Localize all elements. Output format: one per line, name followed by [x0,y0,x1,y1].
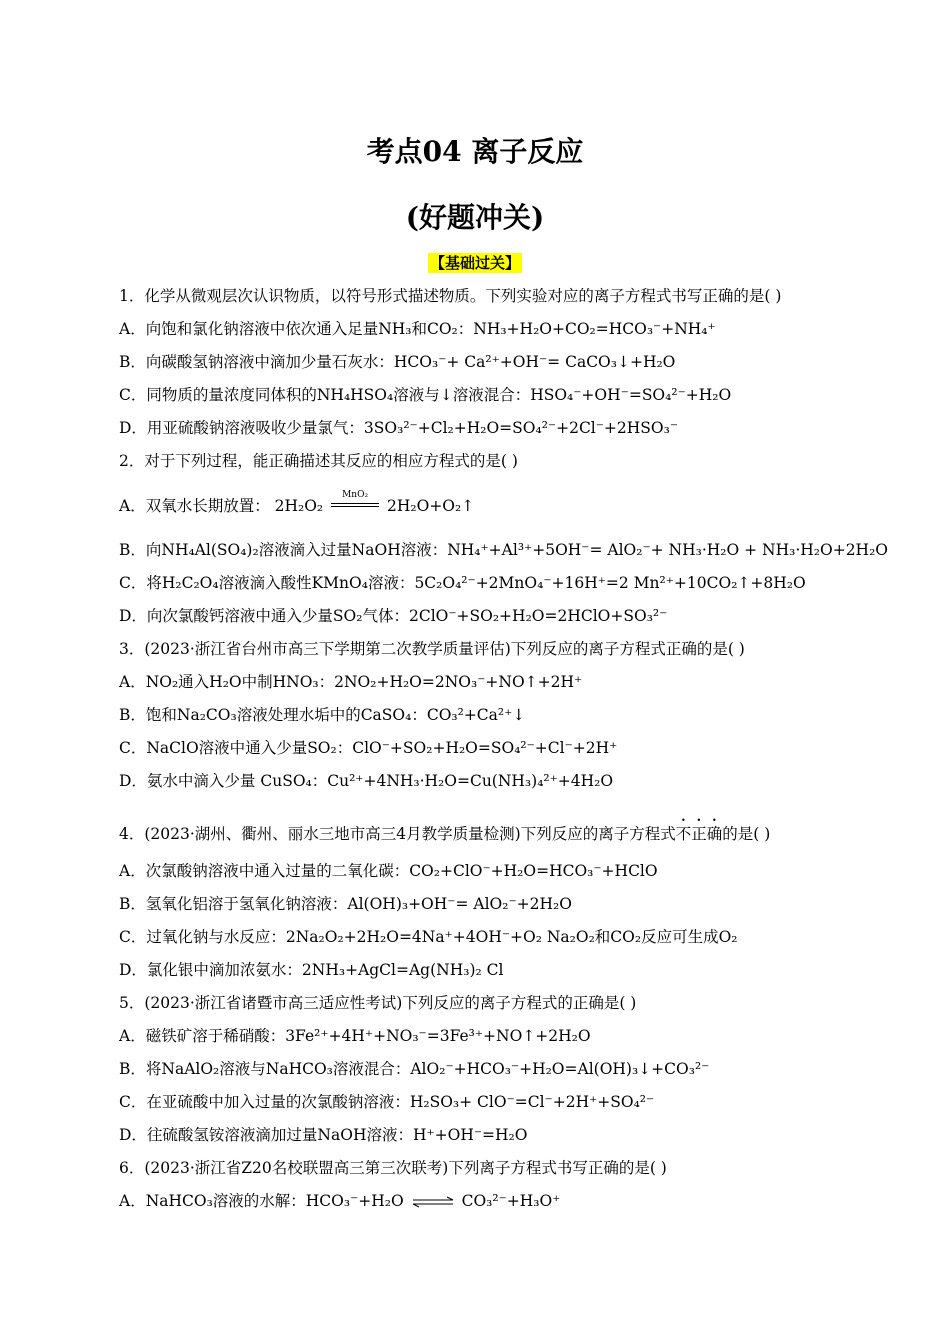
q2-option-c: C．将H₂C₂O₄溶液滴入酸性KMnO₄溶液：5C₂O₄²⁻+2MnO₄⁻+16H⁺=2 Mn²⁺+10CO₂↑+8H₂O [119,574,806,592]
q3-option-b: B．饱和Na₂CO₃溶液处理水垢中的CaSO₄：CO₃²+Ca²⁺↓ [119,706,526,724]
q3-stem: 3．(2023·浙江省台州市高三下学期第二次教学质量评估)下列反应的离子方程式正确的是( ) [119,640,745,658]
q2-option-d: D．向次氯酸钙溶液中通入少量SO₂气体：2ClO⁻+SO₂+H₂O=2HClO+SO₃²⁻ [119,607,668,625]
catalyst-arrow: MnO₂ [331,497,379,517]
q6-stem: 6．(2023·浙江省Z20名校联盟高三第三次联考)下列离子方程式书写正确的是( ) [119,1159,667,1177]
q4-stem: 4．(2023·湖州、衢州、丽水三地市高三4月教学质量检测)下列反应的离子方程式不正确的是( ) [119,825,771,843]
q4-option-d: D．氯化银中滴加浓氨水：2NH₃+AgCl=Ag(NH₃)₂ Cl [119,961,504,979]
q5-stem: 5．(2023·浙江省诸暨市高三适应性考试)下列反应的离子方程式的正确是( ) [119,994,637,1012]
q5-option-a: A．磁铁矿溶于稀硝酸：3Fe²⁺+4H⁺+NO₃⁻=3Fe³⁺+NO↑+2H₂O [119,1027,591,1045]
q1-option-a: A．向饱和氯化钠溶液中依次通入足量NH₃和CO₂：NH₃+H₂O+CO₂=HCO₃⁻+NH₄⁺ [119,320,716,338]
q1-stem: 1．化学从微观层次认识物质，以符号形式描述物质。下列实验对应的离子方程式书写正确的是( ) [119,287,782,305]
q5-option-b: B．将NaAlO₂溶液与NaHCO₃溶液混合：AlO₂⁻+HCO₃⁻+H₂O=Al(OH)₃↓+CO₃²⁻ [119,1060,710,1078]
q3-option-a: A．NO₂通入H₂O中制HNO₃：2NO₂+H₂O=2NO₃⁻+NO↑+2H⁺ [119,673,583,691]
equilibrium-arrow-icon [411,1196,455,1208]
q1-option-d: D．用亚硫酸钠溶液吸收少量氯气：3SO₃²⁻+Cl₂+H₂O=SO₄²⁻+2Cl⁻+2HSO₃⁻ [119,419,679,437]
page-title: 考点04 离子反应 [366,135,584,168]
q4-option-b: B．氢氧化铝溶于氢氧化钠溶液：Al(OH)₃+OH⁻= AlO₂⁻+2H₂O [119,895,572,913]
q2-option-a: A．双氧水长期放置： 2H₂O₂ MnO₂ 2H₂O+O₂↑ [119,490,475,515]
q1-option-c: C．同物质的量浓度同体积的NH₄HSO₄溶液与↓溶液混合：HSO₄⁻+OH⁻=SO₄²⁻+H₂O [119,386,732,404]
section-heading: 【基础过关】 [429,254,520,272]
q3-option-c: C．NaClO溶液中通入少量SO₂：ClO⁻+SO₂+H₂O=SO₄²⁻+Cl⁻+2H⁺ [119,739,618,757]
page-subtitle: (好题冲关) [405,201,545,234]
q3-option-d: D．氨水中滴入少量 CuSO₄：Cu²⁺+4NH₃·H₂O=Cu(NH₃)₄²⁺+4H₂O [119,772,614,790]
q1-option-b: B．向碳酸氢钠溶液中滴加少量石灰水：HCO₃⁻+ Ca²⁺+OH⁻= CaCO₃↓+H₂O [119,353,676,371]
q5-option-c: C．在亚硫酸中加入过量的次氯酸钠溶液：H₂SO₃+ ClO⁻=Cl⁻+2H⁺+SO₄²⁻ [119,1093,655,1111]
q6-option-a: A．NaHCO₃溶液的水解：HCO₃⁻+H₂O CO₃²⁻+H₃O⁺ [119,1192,561,1210]
q4-option-c: C．过氧化钠与水反应：2Na₂O₂+2H₂O=4Na⁺+4OH⁻+O₂ Na₂O₂和CO₂反应可生成O₂ [119,928,738,946]
q2-option-b: B．向NH₄Al(SO₄)₂溶液滴入过量NaOH溶液：NH₄⁺+Al³⁺+5OH⁻= AlO₂⁻+ NH₃·H₂O + NH₃·H₂O+2H₂O [119,541,888,559]
emphasis-text: 不正确 [675,825,723,843]
q5-option-d: D．往硫酸氢铵溶液滴加过量NaOH溶液：H⁺+OH⁻=H₂O [119,1126,528,1144]
q2-stem: 2．对于下列过程，能正确描述其反应的相应方程式的是( ) [119,452,518,470]
q4-option-a: A．次氯酸钠溶液中通入过量的二氧化碳：CO₂+ClO⁻+H₂O=HCO₃⁻+HClO [119,862,658,880]
